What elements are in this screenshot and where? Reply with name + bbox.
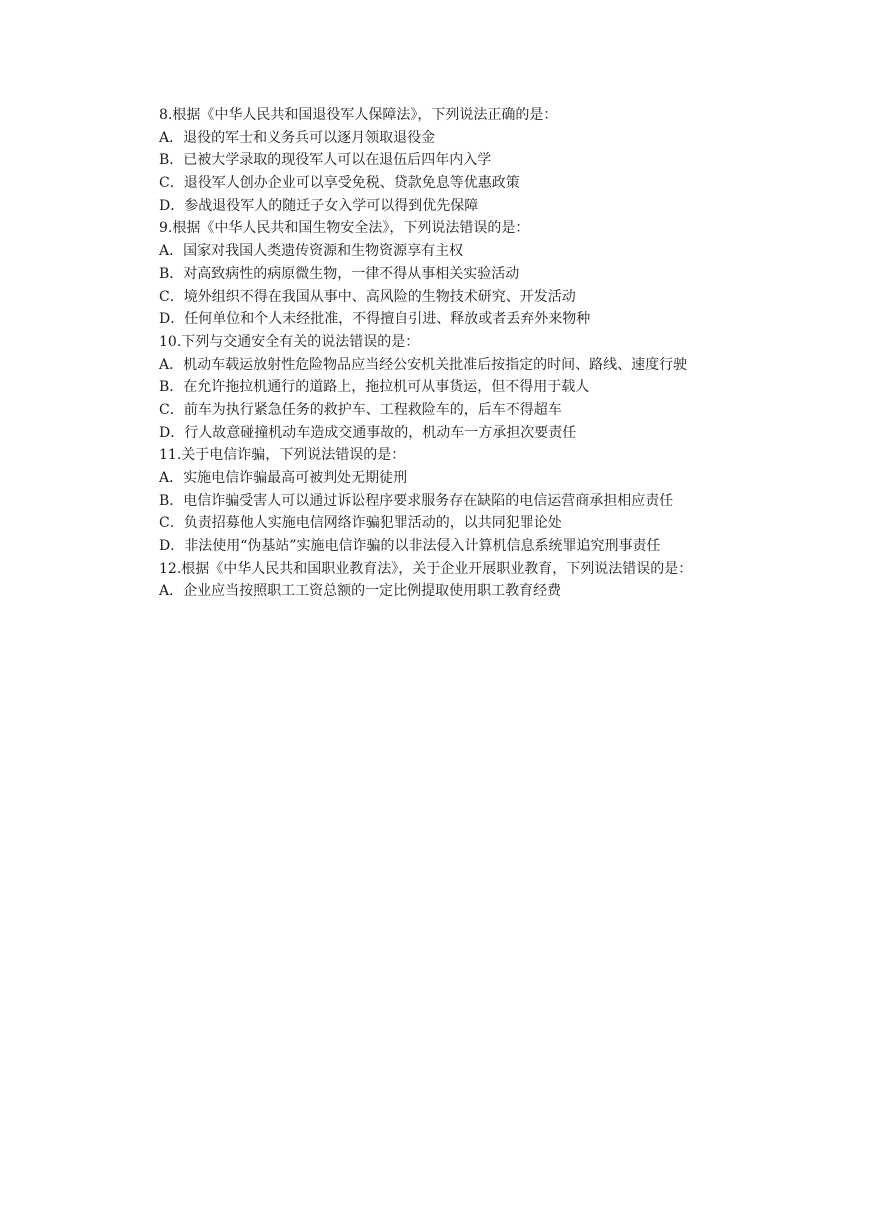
- option-b: B．对高致病性的病原微生物，一律不得从事相关实验活动: [159, 265, 520, 282]
- question-stem: 11.关于电信诈骗，下列说法错误的是：: [159, 447, 406, 464]
- question-8: [159, 104, 819, 217]
- option-a: A．国家对我国人类遗传资源和生物资源享有主权: [159, 243, 464, 260]
- option-b: B．已被大学录取的现役军人可以在退伍后四年内入学: [159, 152, 492, 169]
- option-d: D．参战退役军人的随迁子女入学可以得到优先保障: [159, 197, 479, 214]
- question-stem: 10.下列与交通安全有关的说法错误的是：: [159, 333, 420, 350]
- question-stem: 12.根据《中华人民共和国职业教育法》，关于企业开展职业教育，下列说法错误的是：: [159, 560, 693, 577]
- question-stem: 8.根据《中华人民共和国退役军人保障法》，下列说法正确的是：: [159, 107, 558, 123]
- option-c: C．前车为执行紧急任务的救护车、工程救险车的，后车不得超车: [159, 401, 562, 418]
- question-11: [159, 444, 819, 557]
- option-d: D．任何单位和个人未经批准，不得擅自引进、释放或者丢弃外来物种: [159, 311, 591, 328]
- option-b: B．在允许拖拉机通行的道路上，拖拉机可从事货运，但不得用于载人: [159, 379, 590, 396]
- option-a: A．退役的军士和义务兵可以逐月领取退役金: [159, 129, 436, 146]
- option-d: D．非法使用“伪基站”实施电信诈骗的以非法侵入计算机信息系统罪追究刑事责任: [159, 538, 661, 555]
- option-a: A．实施电信诈骗最高可被判处无期徒刑: [159, 470, 408, 486]
- question-12: [159, 558, 819, 603]
- option-b: B．电信诈骗受害人可以通过诉讼程序要求服务存在缺陷的电信运营商承担相应责任: [159, 492, 674, 509]
- question-stem: 9.根据《中华人民共和国生物安全法》，下列说法错误的是：: [159, 220, 530, 237]
- option-c: C．退役军人创办企业可以享受免税、贷款免息等优惠政策: [159, 175, 520, 192]
- option-a: A．企业应当按照职工工资总额的一定比例提取使用职工教育经费: [159, 583, 562, 600]
- option-d: D．行人故意碰撞机动车造成交通事故的，机动车一方承担次要责任: [159, 424, 577, 441]
- option-c: C．境外组织不得在我国从事中、高风险的生物技术研究、开发活动: [159, 288, 576, 305]
- question-10: [159, 331, 819, 444]
- option-a: A．机动车载运放射性危险物品应当经公安机关批准后按指定的时间、路线、速度行驶: [159, 356, 688, 373]
- question-list: [159, 104, 819, 603]
- option-c: C．负责招募他人实施电信网络诈骗犯罪活动的，以共同犯罪论处: [159, 515, 562, 532]
- question-9: [159, 217, 819, 330]
